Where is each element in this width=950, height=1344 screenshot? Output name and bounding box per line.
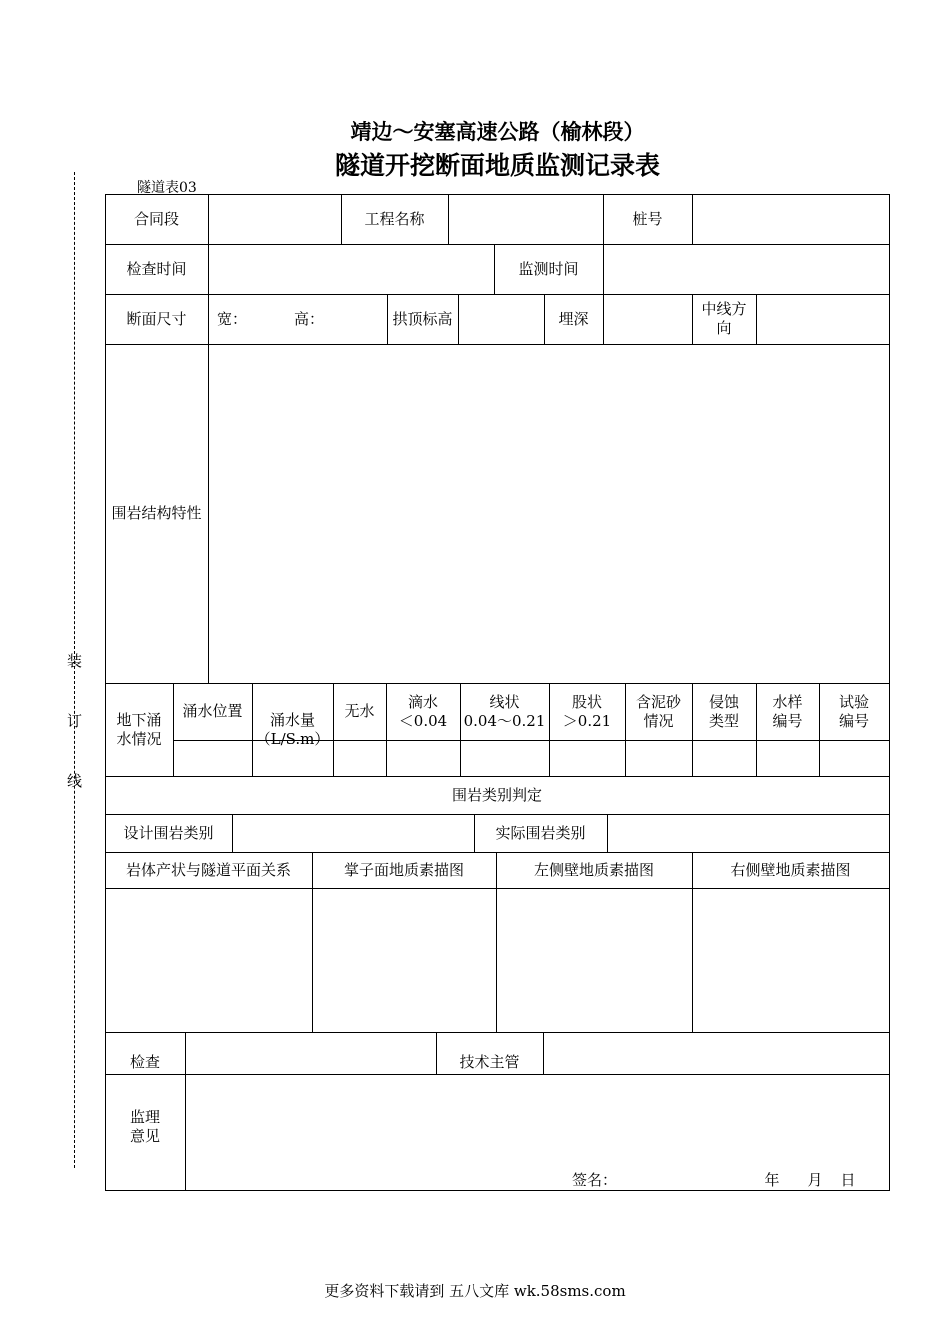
- attitude-relation-label: 岩体产状与隧道平面关系: [125, 860, 291, 879]
- test-no-line-2: 编号: [838, 711, 869, 730]
- linear-flow-line-2: 0.04～0.21: [463, 711, 546, 730]
- crown-elevation-label: 拱顶标高: [392, 309, 453, 328]
- rule: [105, 1074, 890, 1075]
- linear-flow-label: [460, 683, 549, 740]
- linear-flow-line-1: 线状: [489, 692, 520, 711]
- binding-char-3: 线: [67, 772, 83, 790]
- right-wall-sketch-label: 右侧壁地质素描图: [730, 860, 851, 879]
- test-no-label: [819, 683, 889, 740]
- rock-structure-label: 围岩结构特性: [111, 504, 202, 522]
- mud-sand-line-1: 含泥砂: [635, 692, 681, 711]
- date-day: 日: [840, 1170, 856, 1189]
- project-name-value[interactable]: [448, 194, 603, 244]
- rule: [105, 888, 890, 889]
- rock-structure-value[interactable]: [208, 344, 889, 683]
- technical-supervisor-label: 技术主管: [459, 1052, 520, 1071]
- width-label: 宽：: [217, 309, 248, 328]
- erosion-type-line-2: 类型: [708, 711, 739, 730]
- water-sample-no-line-1: 水样: [772, 692, 803, 711]
- mud-sand-line-2: 情况: [643, 711, 674, 730]
- erosion-type-line-1: 侵蚀: [708, 692, 739, 711]
- rule: [208, 294, 209, 344]
- groundwater-label: [105, 683, 173, 776]
- design-rock-class-value[interactable]: [232, 814, 474, 852]
- stream-flow-line-2: ＞0.21: [562, 711, 612, 730]
- mud-sand-label: [625, 683, 692, 740]
- face-sketch-label: 掌子面地质素描图: [343, 860, 464, 879]
- height-label: 高：: [294, 309, 325, 328]
- check-value[interactable]: [185, 1032, 436, 1074]
- signature-label: 签名：: [572, 1170, 618, 1189]
- burial-depth-label: 埋深: [558, 309, 589, 328]
- water-sample-no-line-2: 编号: [772, 711, 803, 730]
- groundwater-label-line-1: 地下涌: [116, 710, 162, 729]
- form-number: 隧道表03: [137, 180, 197, 196]
- monitoring-time-label: 监测时间: [518, 259, 579, 278]
- inflow-position-label: 涌水位置: [182, 702, 243, 720]
- dripping-line-1: 滴水: [407, 692, 438, 711]
- inflow-rate-label: [252, 683, 333, 776]
- binding-char-2: 订: [67, 712, 83, 730]
- station-no-label: 桩号: [632, 209, 663, 228]
- actual-rock-class-value[interactable]: [607, 814, 889, 852]
- title-line-1: 靖边～安塞高速公路（榆林段）: [350, 120, 645, 144]
- burial-depth-value[interactable]: [603, 294, 692, 344]
- inspection-time-label: 检查时间: [126, 259, 187, 278]
- stream-flow-label: [549, 683, 625, 740]
- rock-class-judgement-header: 围岩类别判定: [451, 785, 542, 804]
- centerline-direction-label: [692, 294, 756, 344]
- supervision-opinion-label: [105, 1104, 185, 1150]
- groundwater-label-line-2: 水情况: [116, 729, 162, 748]
- record-table: [105, 194, 890, 1191]
- footer-watermark: 更多资料下载请到 五八文库 wk.58sms.com: [324, 1282, 626, 1300]
- no-water-label: 无水: [344, 702, 375, 720]
- monitoring-time-value[interactable]: [603, 244, 889, 294]
- inflow-rate-line-1: 涌水量: [269, 710, 315, 729]
- date-year: 年: [764, 1170, 780, 1189]
- table-border-bottom: [105, 1190, 890, 1191]
- contract-section-label: 合同段: [133, 209, 179, 228]
- centerline-direction-line-2: 向: [716, 319, 732, 337]
- centerline-direction-value[interactable]: [756, 294, 889, 344]
- station-no-value[interactable]: [692, 194, 889, 244]
- technical-supervisor-value[interactable]: [543, 1032, 889, 1074]
- title-line-2: 隧道开挖断面地质监测记录表: [334, 151, 660, 180]
- stream-flow-line-1: 股状: [571, 692, 602, 711]
- contract-section-value[interactable]: [208, 194, 341, 244]
- check-label: 检查: [129, 1052, 160, 1071]
- centerline-direction-line-1: 中线方: [701, 300, 747, 318]
- water-sample-no-label: [756, 683, 819, 740]
- rule: [185, 1074, 186, 1190]
- supervision-opinion-line-2: 意见: [129, 1127, 160, 1145]
- dripping-label: [386, 683, 460, 740]
- erosion-type-label: [692, 683, 756, 740]
- section-size-label: 断面尺寸: [126, 309, 187, 328]
- inflow-rate-line-2: （L/S.m）: [255, 729, 330, 748]
- date-month: 月: [807, 1170, 823, 1189]
- design-rock-class-label: 设计围岩类别: [123, 823, 214, 842]
- dripping-line-2: ＜0.04: [398, 711, 448, 730]
- crown-elevation-value[interactable]: [458, 294, 544, 344]
- test-no-line-1: 试验: [838, 692, 869, 711]
- project-name-label: 工程名称: [364, 209, 425, 228]
- supervision-opinion-line-1: 监理: [129, 1108, 160, 1126]
- binding-char-1: 装: [67, 652, 83, 670]
- actual-rock-class-label: 实际围岩类别: [495, 823, 586, 842]
- left-wall-sketch-label: 左侧壁地质素描图: [533, 860, 654, 879]
- inspection-time-value[interactable]: [208, 244, 494, 294]
